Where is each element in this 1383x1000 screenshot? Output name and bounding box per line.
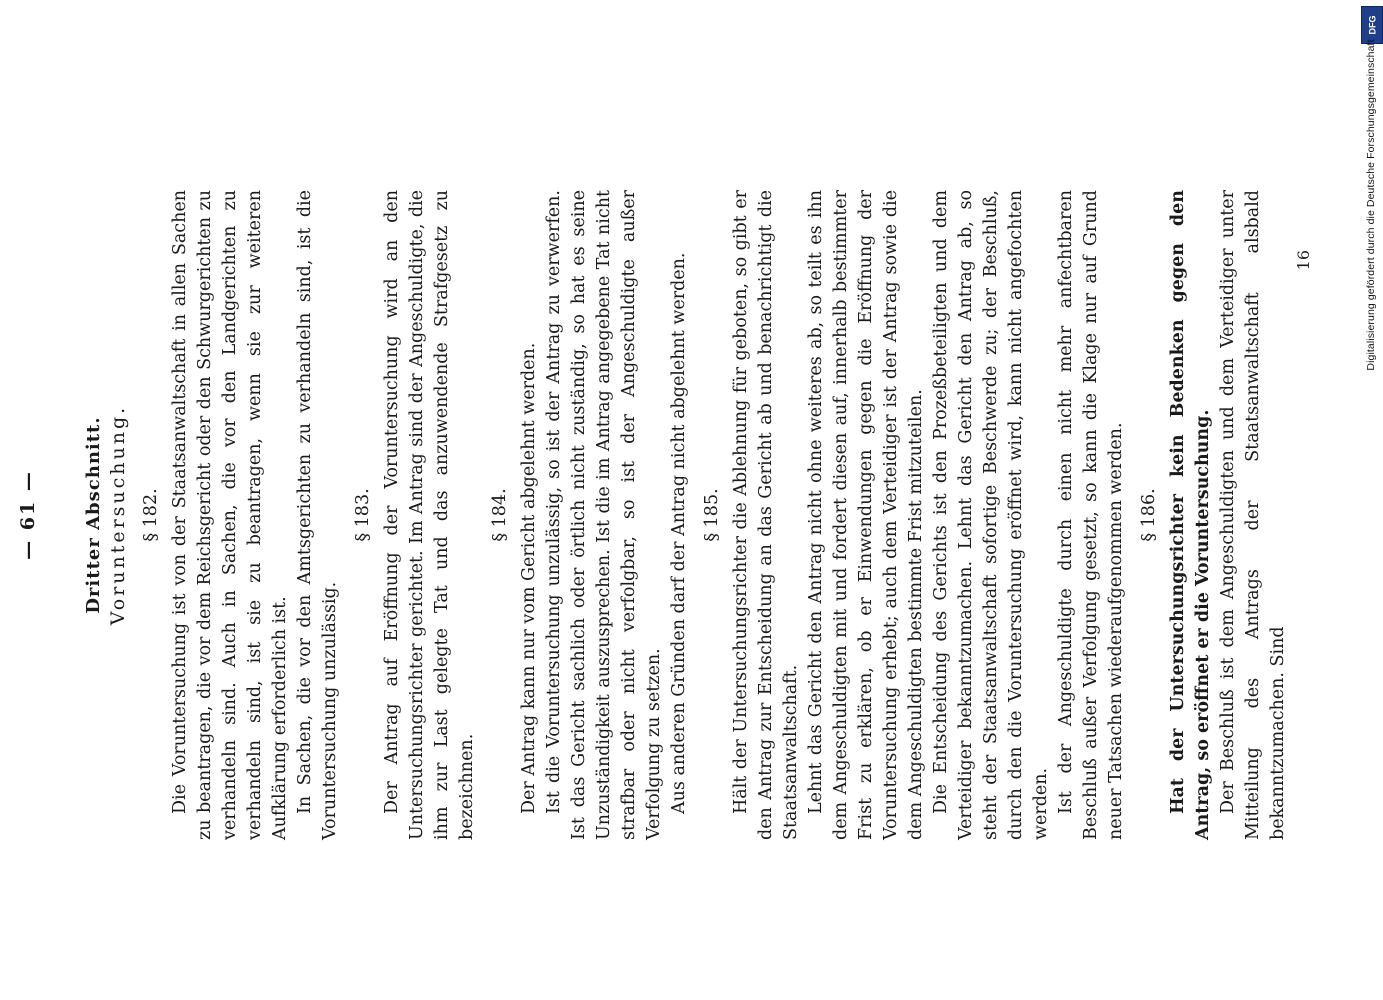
paragraph-heading: § 182. — [141, 488, 161, 542]
paragraph-183 — [351, 190, 480, 840]
section-subtitle: Voruntersuchung. — [107, 404, 129, 626]
paragraph-heading: § 183. — [353, 488, 373, 542]
paragraph-heading: § 184. — [490, 488, 510, 542]
paragraph-text: Die Voruntersuchung ist von der Staatsanwaltschaft in allen Sachen zu beantragen, die vor dem Reichsgericht oder den Schwurgerichten zu verhandeln sind. Auch in Sachen, die vor den Landgerichten zu verhandeln sind, ist sie zu beantragen, wenn sie zur weiteren Aufklärung erforderlich ist. — [170, 190, 290, 840]
paragraph-text: Der Antrag auf Eröffnung der Voruntersuchung wird an den Untersuchungsrichter gerichtet. Im Antrag sind der Angeschuldigte, die ihm zur Last gelegte Tat und das anzuwendende Strafgesetz zu bezeichnen. — [382, 190, 477, 840]
paragraph-184 — [488, 190, 692, 840]
digitization-credit-bar — [1357, 0, 1383, 1000]
paragraph-text: Hält der Untersuchungsrichter die Ablehnung für geboten, so gibt er den Antrag zur Entscheidung an das Gericht ab und benachrichtigt die Staatsanwaltschaft. — [731, 190, 801, 840]
dfg-logo-icon — [1361, 6, 1383, 44]
page-number: — 61 — — [17, 470, 39, 560]
paragraph-text: Lehnt das Gericht den Antrag nicht ohne weiteres ab, so teilt es ihn dem Angeschuldigten mit und fordert diesen auf, innerhalb bestimmter Frist zu erklären, ob er Einwendungen gegen die Eröffnung der Voruntersuchung erhebt; auch dem Verteidiger ist der Antrag sowie die dem Angeschuldigten bestimmte Frist mitzuteilen. — [806, 190, 926, 840]
paragraph-182 — [139, 190, 343, 840]
paragraph-186 — [1137, 190, 1291, 840]
paragraph-text: Der Beschluß ist dem Angeschuldigten und dem Verteidiger unter Mitteilung des Antrags der Staatsanwaltschaft alsbald bekanntzumachen. Sind — [1218, 190, 1288, 840]
printer-signature: 16 — [1294, 250, 1313, 271]
paragraph-text: Ist der Angeschuldigte durch einen nicht mehr anfechtbaren Beschluß außer Verfolgung gesetzt, so kann die Klage nur auf Grund neuer Tatsachen wiederaufgenommen werden. — [1056, 190, 1126, 840]
paragraph-text: Der Antrag kann nur vom Gericht abgelehnt werden. — [519, 342, 539, 814]
paragraph-text: Ist die Voruntersuchung unzulässig, so ist der Antrag zu verwerfen. Ist das Gericht sachlich oder örtlich nicht zuständig, so hat es seine Unzuständigkeit auszusprechen. Ist die im Antrag angegebene Tat nicht strafbar oder nicht verfolgbar, so ist der Angeschuldigte außer Verfolgung zu setzen. — [544, 190, 664, 840]
paragraph-185 — [700, 190, 1129, 840]
paragraph-heading: § 186. — [1139, 488, 1159, 542]
section-title: Dritter Abschnitt. — [83, 416, 104, 614]
digitization-credit-text: Digitalisierung gefördert durch die Deutsche Forschungsgemeinschaft — [1365, 39, 1377, 371]
paragraph-heading: § 185. — [702, 488, 722, 542]
paragraph-text: Hat der Untersuchungsrichter kein Bedenken gegen den Antrag, so eröffnet er die Voruntersuchung. — [1168, 190, 1213, 840]
paragraph-text: Aus anderen Gründen darf der Antrag nicht abgelehnt werden. — [669, 252, 689, 814]
document-page — [0, 40, 1313, 960]
paragraph-text: Die Entscheidung des Gerichts ist den Prozeßbeteiligten und dem Verteidiger bekanntzumachen. Lehnt das Gericht den Antrag ab, so steht der Staatsanwaltschaft sofortige Beschwerde zu; der Beschluß, durch den die Voruntersuchung eröffnet wird, kann nicht angefochten werden. — [931, 190, 1051, 840]
paragraph-text: In Sachen, die vor den Amtsgerichten zu verhandeln sind, ist die Voruntersuchung unzulässig. — [295, 190, 340, 840]
dfg-logo-text: DFG — [1367, 15, 1377, 35]
